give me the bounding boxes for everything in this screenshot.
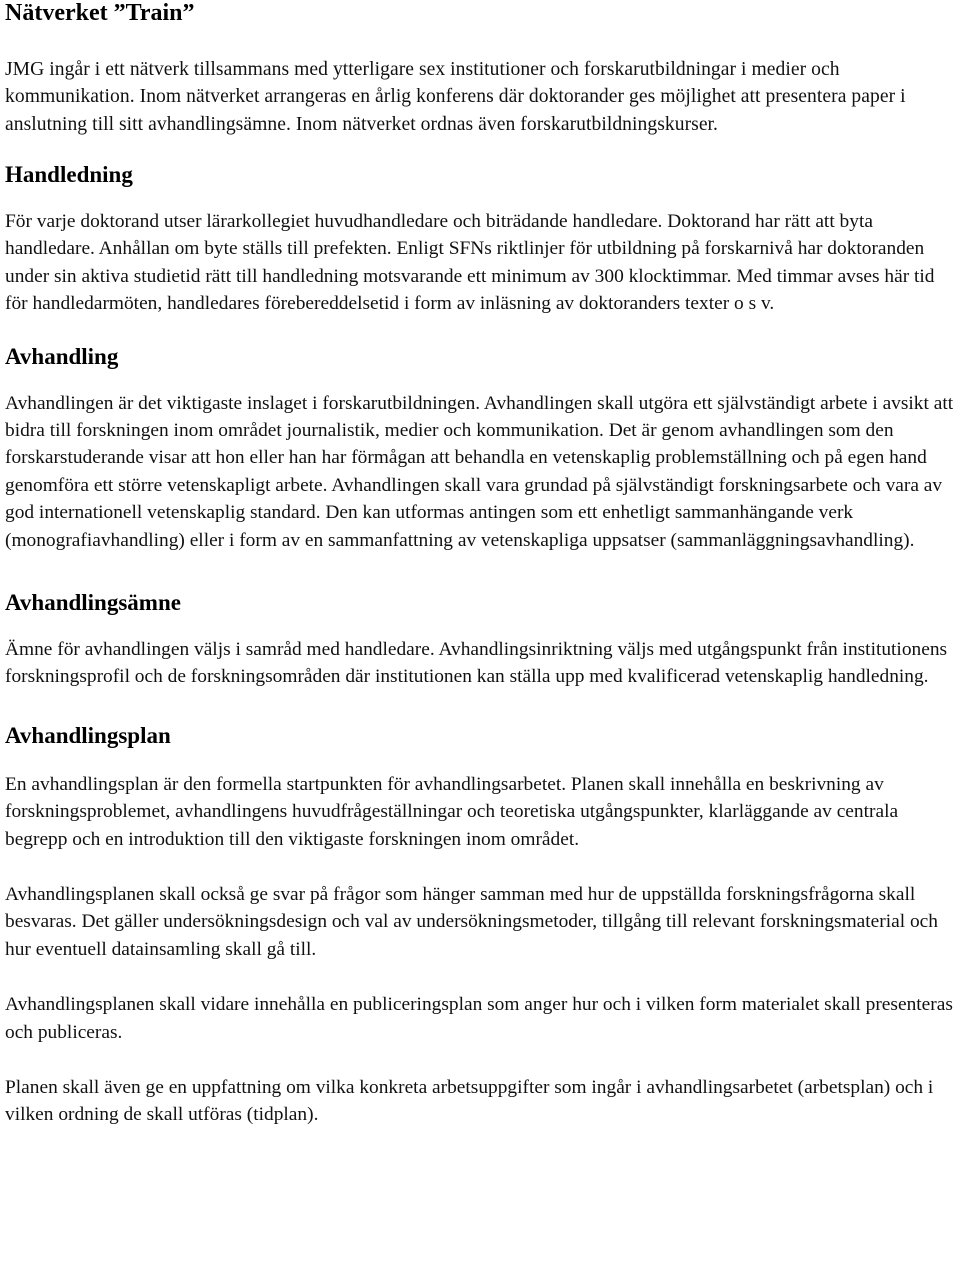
section-avhandling (5, 342, 955, 554)
section-heading-avhandlingsplan: Avhandlingsplan (5, 722, 171, 748)
section-paragraph: Ämne för avhandlingen väljs i samråd med handledare. Avhandlingsinriktning väljs med utgångspunkt från institutionens forskningsprofil och de forskningsområden där institutionen kan ställa upp med kvalificerad vetenskaplig handledning. (5, 638, 948, 688)
section-avhandlingsplan (5, 721, 955, 1129)
section-paragraph: En avhandlingsplan är den formella startpunkten för avhandlingsarbetet. Planen skall innehålla en beskrivning av forskningsproblemet, avhandlingens huvudfrågeställningar och teoretiska utgångspunkter, klarläggande av centrala begrepp och en introduktion till den viktigaste forskningen inom området. (5, 773, 899, 850)
section-paragraph: Avhandlingsplanen skall vidare innehålla en publiceringsplan som anger hur och i vilken form materialet skall presenteras och publiceras. (5, 994, 953, 1043)
section-paragraph: Planen skall även ge en uppfattning om vilka konkreta arbetsuppgifter som ingår i avhandlingsarbetet (arbetsplan) och i vilken ordning de skall utföras (tidplan). (5, 1077, 934, 1126)
document-page (5, 0, 955, 1129)
section-paragraph: Avhandlingsplanen skall också ge svar på frågor som hänger samman med hur de uppställda forskningsfrågorna skall besvaras. Det gäller undersökningsdesign och val av undersökningsmetoder, tillgång till relevant forskningsmaterial och hur eventuell datainsamling skall gå till. (5, 883, 938, 960)
section-heading-avhandlingsamne: Avhandlingsämne (5, 589, 181, 615)
section-avhandlingsamne (5, 588, 955, 691)
section-heading-handledning: Handledning (5, 161, 133, 187)
section-paragraph: För varje doktorand utser lärarkollegiet huvudhandledare och biträdande handledare. Doktorand har rätt att byta handledare. Anhållan om byte ställs till prefekten. Enligt SFNs riktlinjer för utbildning på forskarnivå har doktoranden under sin aktiva studietid rätt till handledning motsvarande ett minimum av 300 klocktimmar. Med timmar avses här tid för handledarmöten, handledares förebereddelsetid i form av inläsning av doktoranders texter o s v. (5, 210, 935, 315)
document-title: Nätverket ”Train” (5, 0, 195, 26)
intro-paragraph: JMG ingår i ett nätverk tillsammans med ytterligare sex institutioner och forskarutbildningar i medier och kommunikation. Inom nätverket arrangeras en årlig konferens där doktorander ges möjlighet att presentera paper i anslutning till sitt avhandlingsämne. Inom nätverket ordnas även forskarutbildningskurser. (5, 59, 906, 135)
section-heading-avhandling: Avhandling (5, 343, 119, 369)
section-handledning (5, 160, 955, 318)
section-paragraph: Avhandlingen är det viktigaste inslaget i forskarutbildningen. Avhandlingen skall utgöra ett självständigt arbete i avsikt att bidra till forskningen inom området journalistik, medier och kommunikation. Det är genom avhandlingen som den forskarstuderande visar att hon eller han har förmågan att behandla en vetenskaplig problemställning och på egen hand genomföra ett större vetenskapligt arbete. Avhandlingen skall vara grundad på självständigt forskningsarbete och vara av god internationell vetenskaplig standard. Den kan utformas antingen som ett enhetligt sammanhängande verk (monografiavhandling) eller i form av en sammanfattning av vetenskapliga uppsatser (sammanläggningsavhandling). (5, 392, 954, 551)
